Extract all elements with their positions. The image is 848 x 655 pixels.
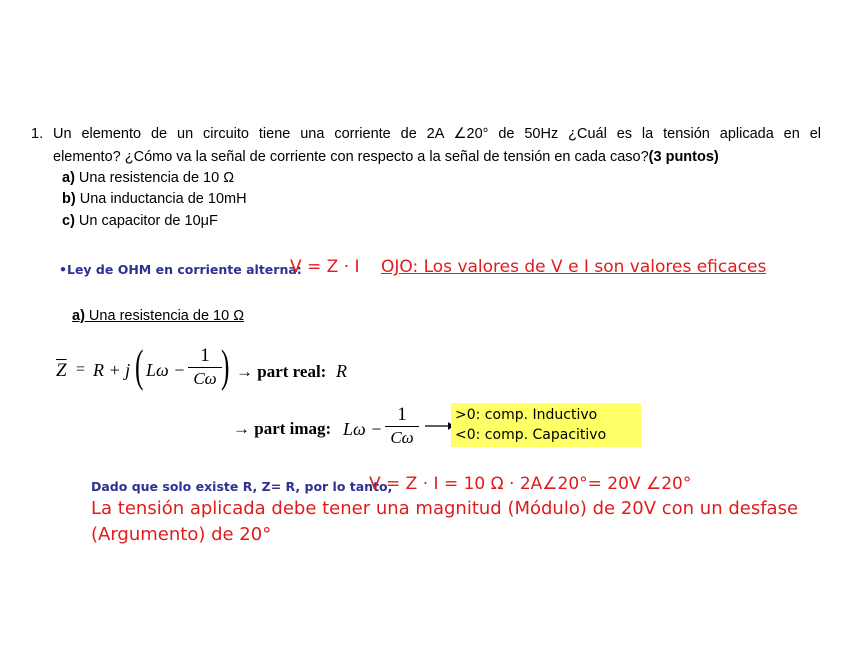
imag-part-expression: Lω − [343, 419, 383, 439]
question-line-2-text: elemento? ¿Cómo va la señal de corriente con respecto a la señal de tensión en cada caso? [53, 149, 649, 165]
imag-fraction-bar [385, 426, 419, 427]
real-part-value: R [336, 361, 347, 381]
fraction-bar [188, 367, 222, 368]
item-c-label: c) [62, 213, 75, 229]
right-paren: ) [221, 340, 230, 391]
impedance-numerator: 1 [200, 345, 210, 366]
conclusion-prefix: Dado que solo existe R, Z= R, por lo tanto, [91, 479, 393, 494]
impedance-l-omega: Lω − [146, 360, 186, 380]
section-a-heading [72, 308, 244, 324]
section-a-text: Una resistencia de 10 Ω [84, 308, 245, 324]
question-points: (3 puntos) [648, 149, 719, 165]
ohm-law-formula: V = Z · I [290, 257, 360, 277]
section-a-label: a) [72, 308, 85, 324]
arrow-imag-label: → part imag: [233, 419, 332, 438]
impedance-r-plus-j: R + j [93, 360, 131, 380]
question-line-2 [53, 149, 719, 165]
impedance-denominator: Cω [193, 369, 217, 389]
imag-fraction [385, 405, 419, 447]
item-a-text: Una resistencia de 10 Ω [74, 170, 235, 186]
item-c-text: Un capacitor de 10μF [74, 213, 218, 229]
capacitive-line: <0: comp. Capacitivo [455, 427, 607, 443]
imag-numerator: 1 [397, 404, 407, 425]
arrow-real-label: → part real: [236, 362, 327, 381]
impedance-equals: = [76, 361, 86, 378]
item-b-label: b) [62, 191, 76, 207]
arrow-to-box-icon [424, 420, 454, 432]
left-paren: ( [135, 340, 144, 391]
question-number: 1. [31, 126, 44, 142]
conclusion-line-1: La tensión aplicada debe tener una magnitud (Módulo) de 20V con un desfase [91, 498, 799, 519]
conclusion-line-2: (Argumento) de 20° [91, 524, 272, 545]
component-type-box [451, 403, 641, 447]
inductive-line: >0: comp. Inductivo [455, 407, 598, 423]
impedance-fraction [188, 346, 222, 388]
ohm-law-label: •Ley de OHM en corriente alterna: [59, 262, 302, 277]
question-item-a [62, 170, 234, 186]
question-line-1: Un elemento de un circuito tiene una corriente de 2A ∠20° de 50Hz ¿Cuál es la tensión aplicada en el [53, 126, 821, 142]
item-b-text: Una inductancia de 10mH [75, 191, 247, 207]
imag-denominator: Cω [390, 428, 414, 448]
question-item-c [62, 213, 218, 229]
ohm-law-note: OJO: Los valores de V e I son valores eficaces [381, 257, 767, 277]
item-a-label: a) [62, 170, 75, 186]
impedance-symbol: $\overline{Z}$ [56, 360, 67, 381]
conclusion-equation: V = Z · I = 10 Ω · 2A∠20°= 20V ∠20° [369, 474, 692, 494]
question-item-b [62, 191, 247, 207]
